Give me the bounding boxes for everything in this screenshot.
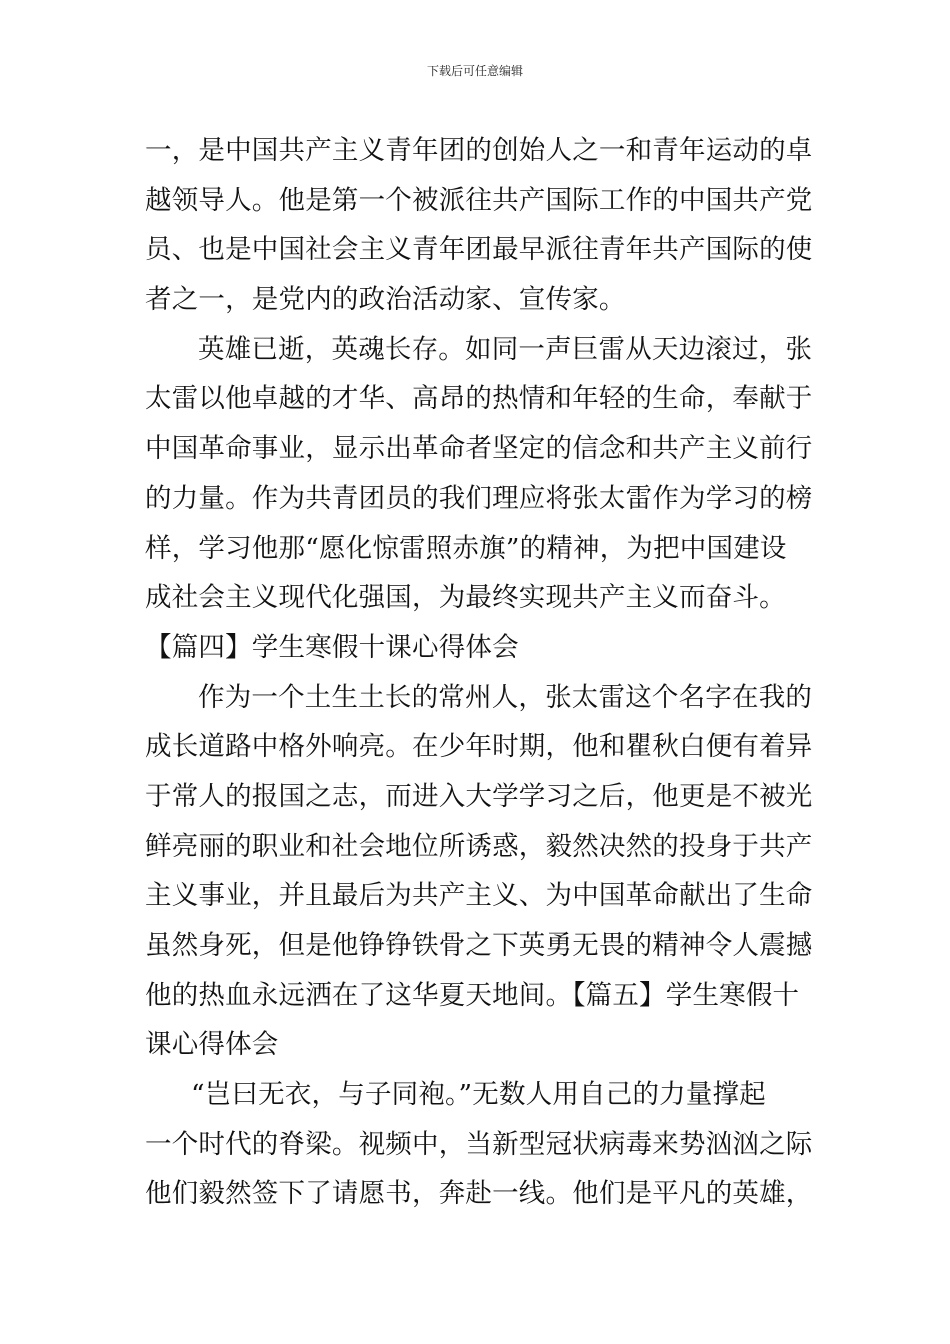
paragraph-line: 太雷以他卓越的才华、高昂的热情和年轻的生命，奉献于 xyxy=(145,383,813,415)
paragraph-line: 作为一个土生土长的常州人，张太雷这个名字在我的 xyxy=(198,681,813,713)
paragraph-line: 英雄已逝，英魂长存。如同一声巨雷从天边滚过，张 xyxy=(198,333,813,365)
paragraph-line: 样，学习他那“愿化惊雷照赤旗”的精神，为把中国建设 xyxy=(145,532,787,564)
document-body xyxy=(145,126,815,1219)
paragraph-line: 一个时代的脊梁。视频中，当新型冠状病毒来势汹汹之际 xyxy=(145,1128,813,1160)
paragraph-line: “岂曰无衣，与子同袍。”无数人用自己的力量撑起 xyxy=(191,1079,766,1111)
paragraph-line: 越领导人。他是第一个被派往共产国际工作的中国共产党 xyxy=(145,184,813,216)
paragraph-line: 成长道路中格外响亮。在少年时期，他和瞿秋白便有着异 xyxy=(145,731,813,763)
paragraph-line: 成社会主义现代化强国，为最终实现共产主义而奋斗。 xyxy=(145,582,786,614)
paragraph-line: 他们毅然签下了请愿书，奔赴一线。他们是平凡的英雄， xyxy=(145,1178,813,1210)
paragraph-line: 主义事业，并且最后为共产主义、为中国革命献出了生命 xyxy=(145,880,813,912)
paragraph-line: 鲜亮丽的职业和社会地位所诱惑，毅然决然的投身于共产 xyxy=(145,830,813,862)
section-heading: 【篇四】学生寒假十课心得体会 xyxy=(145,631,519,663)
paragraph-line: 中国革命事业，显示出革命者坚定的信念和共产主义前行 xyxy=(145,433,813,465)
paragraph-line: 于常人的报国之志，而进入大学学习之后，他更是不被光 xyxy=(145,780,813,812)
paragraph-line: 一，是中国共产主义青年团的创始人之一和青年运动的卓 xyxy=(145,135,813,166)
paragraph-line: 者之一，是党内的政治活动家、宣传家。 xyxy=(145,284,626,316)
paragraph-line: 虽然身死，但是他铮铮铁骨之下英勇无畏的精神令人震撼 xyxy=(145,930,813,961)
paragraph-line: 课心得体会 xyxy=(145,1029,279,1061)
paragraph-line: 员、也是中国社会主义青年团最早派往青年共产国际的使 xyxy=(145,234,813,266)
paragraph-line: 他的热血永远洒在了这华夏天地间。【篇五】学生寒假十 xyxy=(145,979,800,1011)
page-header: 下载后可任意编辑 xyxy=(426,64,523,78)
paragraph-line: 的力量。作为共青团员的我们理应将张太雷作为学习的榜 xyxy=(145,482,813,514)
